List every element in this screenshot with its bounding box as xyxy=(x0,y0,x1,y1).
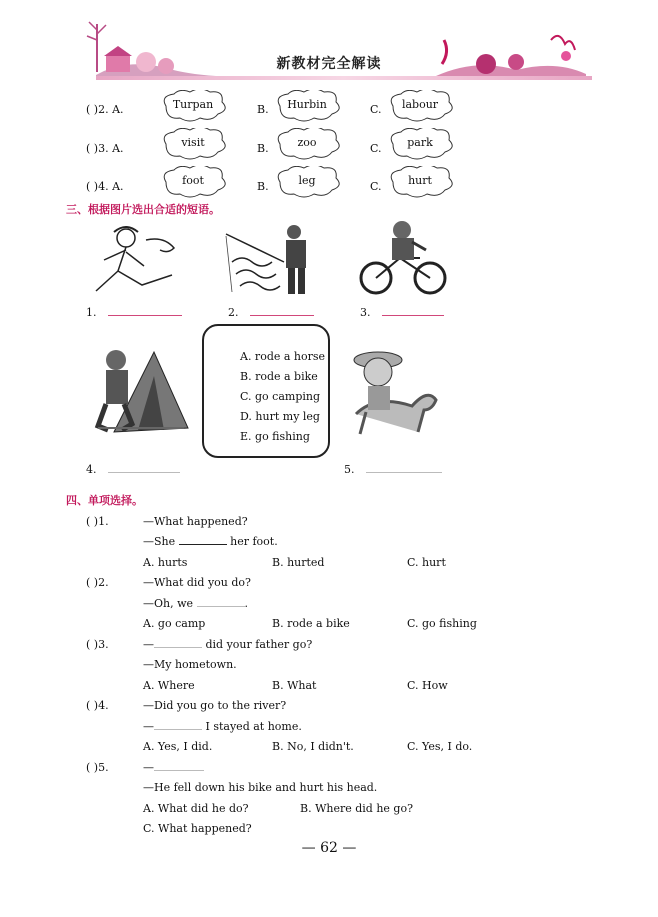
option-e: E. go fishing xyxy=(240,430,310,443)
choice-word: leg xyxy=(298,174,316,187)
label-number: 4. xyxy=(86,463,97,476)
question-line xyxy=(143,761,204,774)
question-line xyxy=(143,720,302,733)
section-title-3: 三、根据图片选出合适的短语。 xyxy=(66,203,220,216)
riding-horse-illustration xyxy=(344,342,440,438)
choice-a: A. go camp xyxy=(143,617,206,630)
choice-c: C. How xyxy=(407,679,448,692)
picture-label xyxy=(86,306,182,319)
question-line xyxy=(143,638,312,651)
choice-word: hurt xyxy=(408,174,432,187)
page-number: — 62 — xyxy=(301,840,357,856)
question-line xyxy=(143,597,248,610)
choice-a: A. What did he do? xyxy=(143,802,249,815)
label-number: 2. xyxy=(228,306,239,319)
question-number: ( )1. xyxy=(86,515,109,528)
question-line: —My hometown. xyxy=(143,658,237,671)
cloud-choice-c xyxy=(385,166,455,198)
picture-label xyxy=(360,306,444,319)
option-a: A. rode a horse xyxy=(240,350,326,363)
choice-b: B. rode a bike xyxy=(272,617,350,630)
cloud-choice-b xyxy=(272,166,342,198)
line-text: —She xyxy=(143,535,176,548)
cloud-choice-b xyxy=(272,90,342,122)
cloud-choice-a xyxy=(158,166,228,198)
choice-b: B. No, I didn't. xyxy=(272,740,354,753)
hurt-leg-illustration xyxy=(84,222,180,298)
question-number: ( )5. xyxy=(86,761,109,774)
line-text: I stayed at home. xyxy=(205,720,302,733)
line-text: did your father go? xyxy=(205,638,313,651)
question-number: ( )3. A. xyxy=(86,142,124,155)
choice-word: Turpan xyxy=(172,98,214,111)
question-number: ( )4. A. xyxy=(86,180,124,193)
choice-label-c: C. xyxy=(370,142,382,155)
answer-blank[interactable] xyxy=(108,472,180,473)
choice-word: labour xyxy=(401,98,439,111)
choice-c: C. go fishing xyxy=(407,617,477,630)
line-text: her foot. xyxy=(230,535,278,548)
answer-blank[interactable] xyxy=(382,315,444,316)
riding-bike-illustration xyxy=(356,218,450,298)
cloud-choice-a xyxy=(158,128,228,160)
choice-b: B. What xyxy=(272,679,317,692)
cloud-choice-b xyxy=(272,128,342,160)
section-title-4: 四、单项选择。 xyxy=(66,494,143,507)
choice-a: A. hurts xyxy=(143,556,188,569)
answer-blank[interactable] xyxy=(366,472,442,473)
answer-blank[interactable] xyxy=(154,729,202,730)
option-d: D. hurt my leg xyxy=(240,410,320,423)
choice-c: C. What happened? xyxy=(143,822,252,835)
label-number: 5. xyxy=(344,463,355,476)
option-b: B. rode a bike xyxy=(240,370,318,383)
answer-blank[interactable] xyxy=(154,647,202,648)
choice-a: A. Where xyxy=(143,679,195,692)
question-number: ( )2. xyxy=(86,576,109,589)
answer-blank[interactable] xyxy=(108,315,182,316)
line-text: — xyxy=(143,761,154,774)
question-line: —What happened? xyxy=(143,515,248,528)
choice-a: A. Yes, I did. xyxy=(143,740,213,753)
choice-b: B. Where did he go? xyxy=(300,802,413,815)
label-number: 1. xyxy=(86,306,97,319)
choice-word: park xyxy=(407,136,433,149)
line-text: —Oh, we xyxy=(143,597,194,610)
choice-label-b: B. xyxy=(257,180,269,193)
option-c: C. go camping xyxy=(240,390,321,403)
label-number: 3. xyxy=(360,306,371,319)
cloud-choice-a xyxy=(158,90,228,122)
answer-blank[interactable] xyxy=(250,315,314,316)
choice-label-b: B. xyxy=(257,142,269,155)
answer-blank[interactable] xyxy=(179,544,227,545)
cloud-choice-c xyxy=(385,128,455,160)
choice-word: visit xyxy=(181,136,205,149)
question-line: —Did you go to the river? xyxy=(143,699,287,712)
choice-word: foot xyxy=(182,174,204,187)
fishing-illustration xyxy=(222,222,322,298)
question-number: ( )3. xyxy=(86,638,109,651)
header-title: 新教材完全解读 xyxy=(276,56,382,72)
picture-label xyxy=(344,463,442,476)
line-text: — xyxy=(143,638,154,651)
header-rule xyxy=(96,76,592,80)
question-line: —He fell down his bike and hurt his head. xyxy=(143,781,378,794)
question-number: ( )2. A. xyxy=(86,103,124,116)
answer-blank[interactable] xyxy=(197,606,245,607)
options-box xyxy=(202,324,330,458)
choice-label-c: C. xyxy=(370,180,382,193)
choice-label-c: C. xyxy=(370,103,382,116)
question-number: ( )4. xyxy=(86,699,109,712)
choice-word: Hurbin xyxy=(287,98,327,111)
cloud-choice-c xyxy=(385,90,455,122)
choice-b: B. hurted xyxy=(272,556,325,569)
choice-c: C. hurt xyxy=(407,556,446,569)
question-line: —What did you do? xyxy=(143,576,251,589)
line-text: — xyxy=(143,720,154,733)
question-line xyxy=(143,535,278,548)
choice-c: C. Yes, I do. xyxy=(407,740,473,753)
picture-label xyxy=(86,463,180,476)
choice-label-b: B. xyxy=(257,103,269,116)
answer-blank[interactable] xyxy=(154,770,204,771)
choice-word: zoo xyxy=(297,136,317,149)
line-text: . xyxy=(244,597,249,610)
picture-label xyxy=(228,306,314,319)
camping-illustration xyxy=(84,332,190,456)
